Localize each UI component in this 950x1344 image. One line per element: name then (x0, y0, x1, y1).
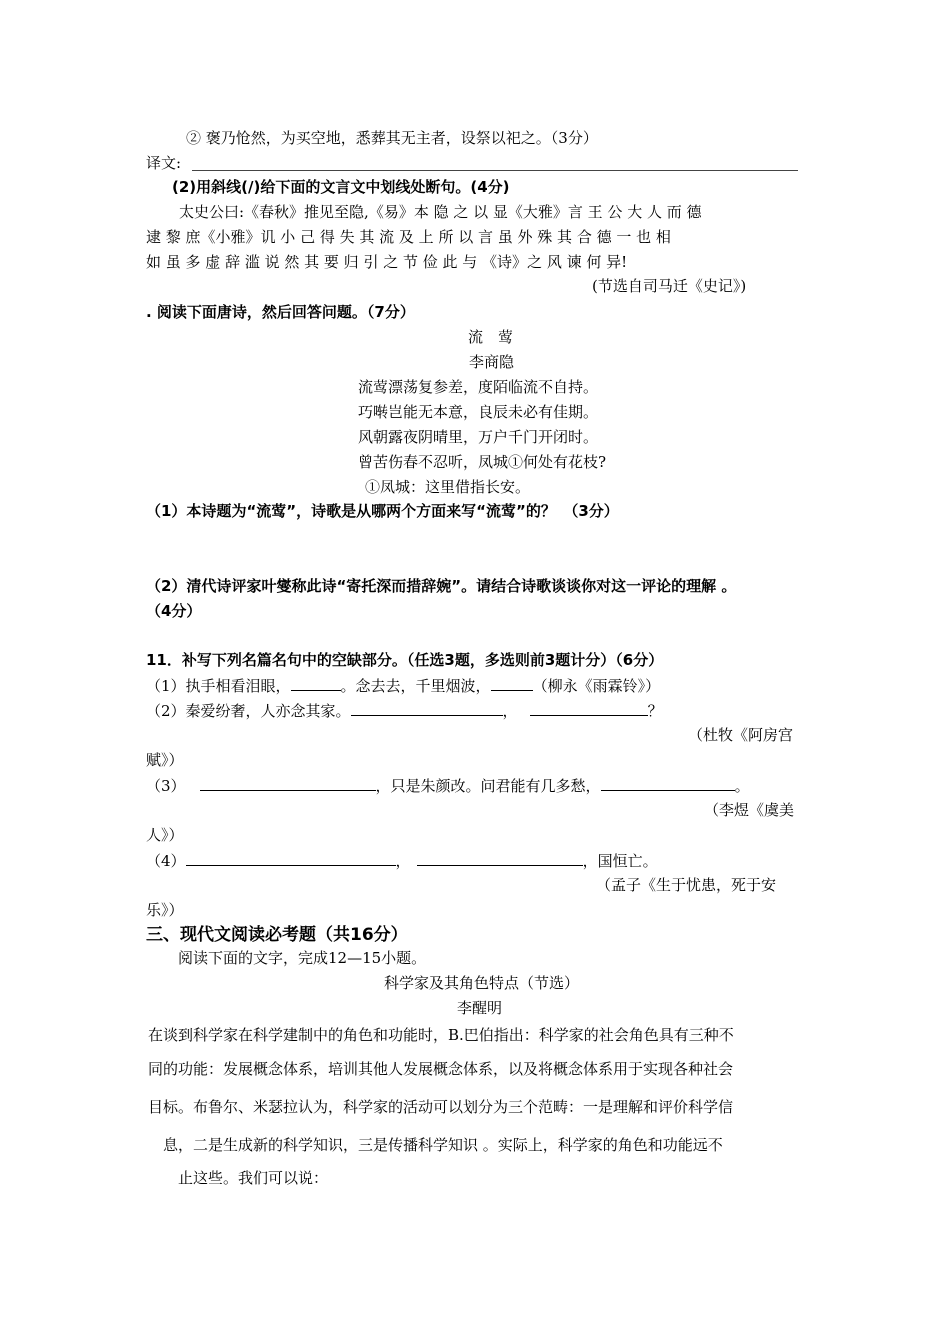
translation-answer-line (192, 170, 798, 171)
classical-passage-line-2: 逮 黎 庶《小雅》讥 小 己 得 失 其 流 及 上 所 以 言 虽 外 殊 其 合 德 一 也 相 (146, 228, 671, 246)
poem-author: 李商隐 (469, 353, 515, 371)
translation-label: 译文: (146, 154, 182, 172)
q11-item-4-blank-2[interactable] (417, 850, 583, 866)
q10-question-2-line-1: （2）清代诗评家叶燮称此诗“寄托深而措辞婉”。请结合诗歌谈谈你对这一评论的理解 。 (146, 577, 737, 595)
q11-item-1-text-a: （1）执手相看泪眼， (146, 677, 291, 695)
q11-item-4-blank-1[interactable] (186, 850, 396, 866)
q9-sub2-title: (2)用斜线(/)给下面的文言文中划线处断句。(4分) (172, 178, 510, 196)
q10-intro: . 阅读下面唐诗，然后回答问题。（7分） (146, 303, 415, 321)
poem-note: ①凤城：这里借指长安。 (365, 478, 531, 496)
q11-item-2-blank-2[interactable] (530, 700, 648, 716)
q11-item-2-text-b: ， (502, 702, 518, 720)
q11-item-3-text-c: 。 (734, 777, 750, 795)
q11-item-2-text-c: ？ (647, 702, 663, 720)
passage-source: (节选自司马迁《史记》) (592, 277, 747, 295)
q11-item-2-source-part-2: 赋》） (146, 751, 184, 769)
q11-item-1-blank-2[interactable] (491, 675, 533, 691)
q11-item-2 (146, 700, 663, 721)
q11-item-2-source-part-1: （杜牧《阿房宫 (688, 726, 794, 744)
q11-item-4-text-a: （4） (146, 852, 186, 870)
q11-title: 11．补写下列名篇名句中的空缺部分。（任选3题，多选则前3题计分）（6分） (146, 651, 664, 669)
classical-passage-line-3: 如 虽 多 虚 辞 滥 说 然 其 要 归 引 之 节 俭 此 与 《诗》之 风 谏 何 异! (146, 253, 628, 271)
q11-item-3-text-b: ，只是朱颜改。问君能有几多愁， (375, 777, 601, 795)
article-paragraph-line-1: 在谈到科学家在科学建制中的角色和功能时，B.巴伯指出：科学家的社会角色具有三种不 (148, 1026, 734, 1044)
section-3-heading: 三、现代文阅读必考题（共16分） (146, 925, 408, 945)
q11-item-4 (146, 850, 658, 871)
q11-item-4-source-part-2: 乐》） (146, 901, 184, 919)
q10-question-2-line-2: （4分） (146, 602, 202, 620)
article-paragraph-line-4: 息，二是生成新的科学知识，三是传播科学知识 。实际上，科学家的角色和功能远不 (163, 1136, 723, 1154)
q11-item-3-source-part-2: 人》） (146, 826, 184, 844)
article-paragraph-line-5: 止这些。我们可以说： (178, 1169, 329, 1187)
poem-title: 流 莺 (468, 328, 514, 346)
poem-line-2: 巧啭岂能无本意，良辰未必有佳期。 (358, 403, 599, 421)
q9-item-2: ② 褒乃怆然，为买空地，悉葬其无主者，设祭以祀之。（3分） (186, 129, 598, 147)
q11-item-3-source-part-1: （李煜《虞美 (704, 801, 795, 819)
q11-item-2-text-a: （2）秦爱纷奢，人亦念其家。 (146, 702, 351, 720)
q11-item-3-blank-2[interactable] (601, 775, 735, 791)
article-title: 科学家及其角色特点（节选） (384, 974, 580, 992)
classical-passage-line-1: 太史公曰:《春秋》推见至隐,《易》本 隐 之 以 显《大雅》言 王 公 大 人 而 德 (179, 203, 702, 221)
article-paragraph-line-3: 目标。布鲁尔、米瑟拉认为，科学家的活动可以划分为三个范畴：一是理解和评价科学信 (148, 1098, 734, 1116)
q11-item-1-source: （柳永《雨霖铃》） (532, 677, 661, 695)
q11-item-1-text-b: 。念去去，千里烟波， (340, 677, 491, 695)
q11-item-2-blank-1[interactable] (351, 700, 503, 716)
q11-item-1 (146, 675, 660, 696)
article-paragraph-line-2: 同的功能：发展概念体系，培训其他人发展概念体系，以及将概念体系用于实现各种社会 (148, 1060, 734, 1078)
q11-item-1-blank-1[interactable] (291, 675, 341, 691)
q11-item-3-text-a: （3） (146, 777, 186, 795)
q11-item-4-text-b: ， (395, 852, 411, 870)
article-author: 李醒明 (457, 999, 503, 1017)
q10-question-1: （1）本诗题为“流莺”，诗歌是从哪两个方面来写“流莺”的？ （3分） (146, 502, 619, 520)
poem-line-4: 曾苦伤春不忍听，凤城①何处有花枝? (358, 453, 607, 471)
q11-item-4-source-part-1: （孟子《生于忧患，死于安 (596, 876, 777, 894)
q11-item-3-blank-1[interactable] (200, 775, 376, 791)
section-3-instruction: 阅读下面的文字，完成12—15小题。 (178, 949, 427, 967)
poem-line-3: 风朝露夜阴晴里，万户千门开闭时。 (358, 428, 599, 446)
q11-item-3 (146, 775, 750, 796)
q11-item-4-text-c: ，国恒亡。 (582, 852, 658, 870)
poem-line-1: 流莺漂荡复参差，度陌临流不自持。 (358, 378, 599, 396)
